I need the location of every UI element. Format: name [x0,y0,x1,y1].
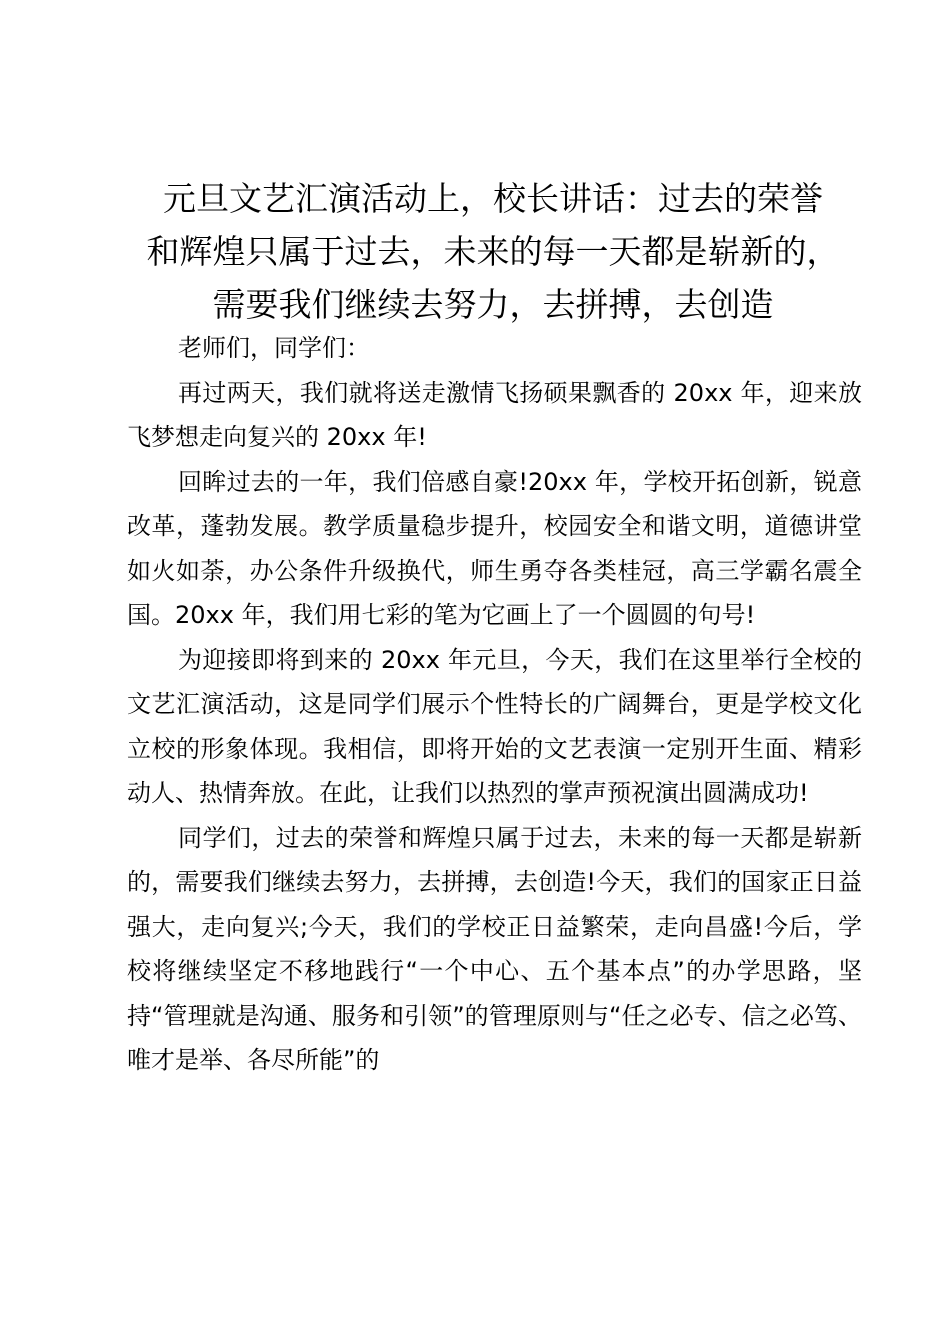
greeting: 老师们，同学们： [178,334,370,362]
paragraph-3: 为迎接即将到来的 20xx 年元旦，今天，我们在这里举行全校的文艺汇演活动，这是同学们展示个性特长的广阔舞台，更是学校文化立校的形象体现。我相信，即将开始的文艺表演一定别开生面、精彩动人、热情奔放。在此，让我们以热烈的掌声预祝演出圆满成功! [127,645,862,807]
paragraph-2: 回眸过去的一年，我们倍感自豪!20xx 年，学校开拓创新，锐意改革，蓬勃发展。教学质量稳步提升，校园安全和谐文明，道德讲堂如火如荼，办公条件升级换代，师生勇夺各类桂冠，高三学霸名震全国。20xx 年，我们用七彩的笔为它画上了一个圆圆的句号! [127,467,862,629]
title-line-3: 需要我们继续去努力，去拼搏，去创造 [212,285,774,324]
paragraph-4: 同学们，过去的荣誉和辉煌只属于过去，未来的每一天都是崭新的，需要我们继续去努力，去拼搏，去创造!今天，我们的国家正日益强大，走向复兴;今天，我们的学校正日益繁荣，走向昌盛!今后，学校将继续坚定不移地践行“一个中心、五个基本点”的办学思路，坚持“管理就是沟通、服务和引领”的管理原则与“任之必专、信之必笃、唯才是举、各尽所能”的 [127,823,862,1074]
document-body [127,326,862,1083]
paragraph-1: 再过两天，我们就将送走激情飞扬硕果飘香的 20xx 年，迎来放飞梦想走向复兴的 20xx 年! [127,378,862,451]
document-title [118,172,868,331]
title-line-2: 和辉煌只属于过去，未来的每一天都是崭新的， [146,232,840,271]
title-line-1: 元旦文艺汇演活动上，校长讲话：过去的荣誉 [163,179,823,218]
